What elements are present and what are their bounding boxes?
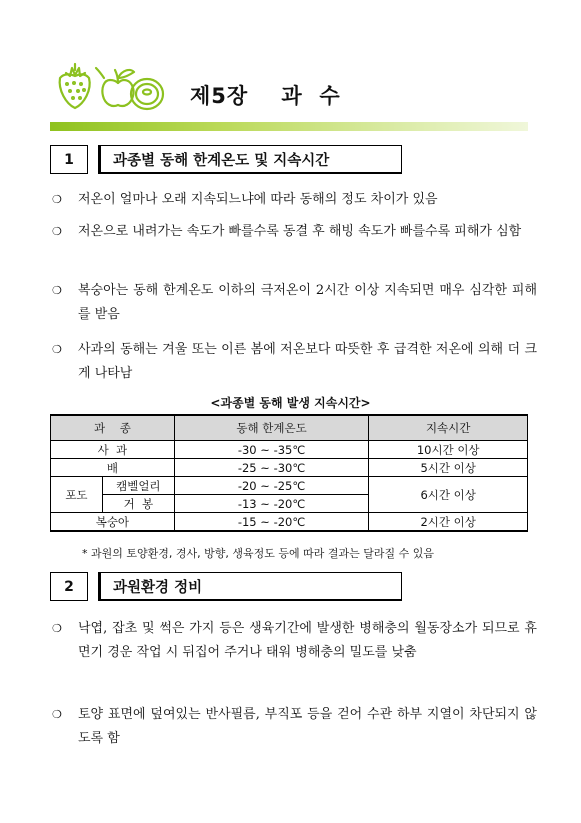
temperature-cell: -20 ~ -25℃ bbox=[174, 477, 369, 495]
crop-cell: 사 과 bbox=[51, 441, 175, 459]
column-header-crop: 과 종 bbox=[51, 415, 175, 441]
table-row bbox=[51, 513, 528, 532]
variety-cell: 거 봉 bbox=[102, 495, 174, 513]
variety-cell: 캠벨얼리 bbox=[102, 477, 174, 495]
duration-cell: 10시간 이상 bbox=[369, 441, 528, 459]
header-divider-bar bbox=[50, 122, 528, 131]
crop-cell: 복숭아 bbox=[51, 513, 175, 532]
section-title: 과원환경 정비 bbox=[98, 572, 402, 601]
bullet-item bbox=[52, 703, 537, 751]
section-title: 과종별 동해 한계온도 및 지속시간 bbox=[98, 145, 402, 174]
section-number: 2 bbox=[50, 572, 88, 601]
section-1-header bbox=[50, 145, 402, 174]
duration-cell: 6시간 이상 bbox=[369, 477, 528, 513]
bullet-mark-icon: ❍ bbox=[52, 708, 62, 721]
table-caption: <과종별 동해 발생 지속시간> bbox=[210, 396, 371, 410]
bullet-text: 사과의 동해는 겨울 또는 이른 봄에 저온보다 따뜻한 후 급격한 저온에 의해 더 크게 나타남 bbox=[78, 342, 537, 381]
temperature-cell: -13 ~ -20℃ bbox=[174, 495, 369, 513]
bullet-item bbox=[52, 188, 537, 212]
section-2-header bbox=[50, 572, 402, 601]
table-row bbox=[51, 477, 528, 495]
table-header-row bbox=[51, 415, 528, 441]
frost-duration-table bbox=[50, 414, 528, 532]
bullet-text: 복숭아는 동해 한계온도 이하의 극저온이 2시간 이상 지속되면 매우 심각한 피해를 받음 bbox=[78, 283, 537, 322]
table-row bbox=[51, 441, 528, 459]
bullet-item bbox=[52, 279, 537, 327]
table-footnote: * 과원의 토양환경, 경사, 방향, 생육정도 등에 따라 결과는 달라질 수 있음 bbox=[82, 547, 434, 560]
temperature-cell: -15 ~ -20℃ bbox=[174, 513, 369, 532]
bullet-mark-icon: ❍ bbox=[52, 284, 62, 297]
duration-cell: 5시간 이상 bbox=[369, 459, 528, 477]
fruit-logo-icon bbox=[52, 56, 168, 114]
bullet-text: 저온으로 내려가는 속도가 빠를수록 동결 후 해빙 속도가 빠를수록 피해가 심함 bbox=[78, 224, 522, 239]
bullet-item bbox=[52, 617, 537, 665]
crop-cell: 배 bbox=[51, 459, 175, 477]
table-row bbox=[51, 459, 528, 477]
temperature-cell: -30 ~ -35℃ bbox=[174, 441, 369, 459]
chapter-title: 제5장 과 수 bbox=[190, 84, 341, 108]
bullet-mark-icon: ❍ bbox=[52, 343, 62, 356]
crop-group-cell: 포도 bbox=[51, 477, 103, 513]
bullet-mark-icon: ❍ bbox=[52, 622, 62, 635]
bullet-text: 토양 표면에 덮여있는 반사필름, 부직포 등을 걷어 수관 하부 지열이 차단되지 않도록 함 bbox=[78, 707, 537, 746]
section-number: 1 bbox=[50, 145, 88, 174]
bullet-mark-icon: ❍ bbox=[52, 225, 62, 238]
bullet-item bbox=[52, 338, 537, 386]
bullet-text: 낙엽, 잡초 및 썩은 가지 등은 생육기간에 발생한 병해충의 월동장소가 되므로 휴면기 경운 작업 시 뒤집어 주거나 태워 병해충의 밀도를 낮춤 bbox=[78, 621, 537, 660]
temperature-cell: -25 ~ -30℃ bbox=[174, 459, 369, 477]
column-header-temperature: 동해 한계온도 bbox=[174, 415, 369, 441]
bullet-mark-icon: ❍ bbox=[52, 193, 62, 206]
bullet-text: 저온이 얼마나 오래 지속되느냐에 따라 동해의 정도 차이가 있음 bbox=[78, 192, 438, 207]
duration-cell: 2시간 이상 bbox=[369, 513, 528, 532]
bullet-item bbox=[52, 220, 537, 244]
column-header-duration: 지속시간 bbox=[369, 415, 528, 441]
